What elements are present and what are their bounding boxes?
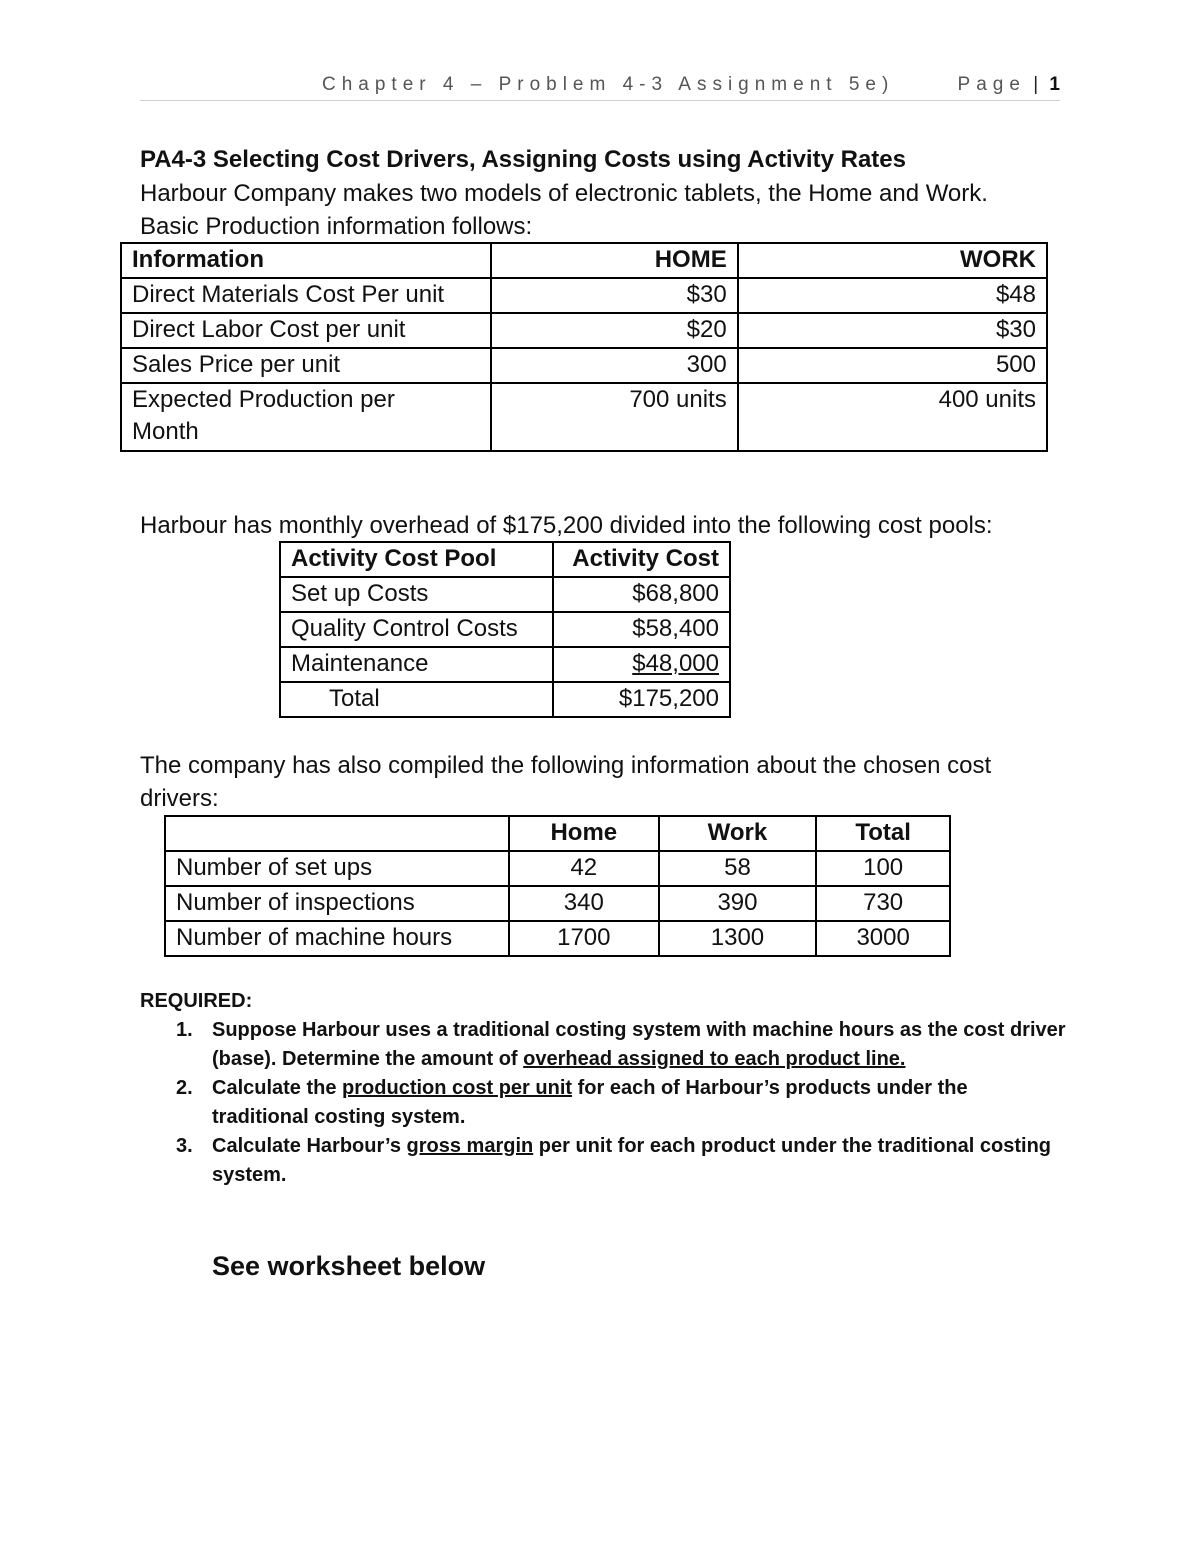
drivers-intro-line2: drivers:: [140, 785, 219, 812]
table-header-row: [280, 542, 730, 577]
table-header-cell: HOME: [491, 243, 737, 278]
list-number: 1.: [176, 1019, 193, 1041]
table-header-cell: Total: [816, 816, 950, 851]
table-cell: $20: [491, 313, 737, 348]
table-cell: 300: [491, 348, 737, 383]
table-header-cell: WORK: [738, 243, 1047, 278]
table-cell: Direct Labor Cost per unit: [121, 313, 491, 348]
required-label: REQUIRED:: [140, 990, 253, 1012]
table-row: [280, 682, 730, 717]
table-cell: $30: [738, 313, 1047, 348]
problem-intro-line2: Basic Production information follows:: [140, 213, 533, 240]
page-header: [140, 72, 1060, 101]
table-header-row: [165, 816, 950, 851]
table-row: [280, 647, 730, 682]
table-row: [165, 851, 950, 886]
table-cell: $175,200: [553, 682, 730, 717]
table-cell: Number of set ups: [165, 851, 509, 886]
table-cell: Sales Price per unit: [121, 348, 491, 383]
table-cell: 1300: [659, 921, 817, 956]
table-row: [121, 383, 1047, 451]
worksheet-note: See worksheet below: [212, 1251, 486, 1281]
activity-cost-pool-table: [279, 541, 731, 718]
table-row: [165, 886, 950, 921]
production-info-table: [120, 242, 1048, 452]
list-text: Suppose Harbour uses a traditional costing system with machine hours as the cost driver: [212, 1019, 1066, 1041]
table-cell: Maintenance: [280, 647, 553, 682]
table-header-cell: Information: [121, 243, 491, 278]
table-cell: 340: [509, 886, 659, 921]
table-cell: $48: [738, 278, 1047, 313]
list-item: [176, 1074, 1066, 1132]
table-cell: Set up Costs: [280, 577, 553, 612]
table-cell: 3000: [816, 921, 950, 956]
table-row: [165, 921, 950, 956]
list-text: Calculate Harbour’s: [212, 1135, 407, 1157]
table-cell: Number of inspections: [165, 886, 509, 921]
table-cell: 58: [659, 851, 817, 886]
table-cell: 700 units: [491, 383, 737, 451]
table-row: [121, 348, 1047, 383]
table-cell: Direct Materials Cost Per unit: [121, 278, 491, 313]
table-header-cell: Activity Cost Pool: [280, 542, 553, 577]
table-cell: 500: [738, 348, 1047, 383]
table-cell: Number of machine hours: [165, 921, 509, 956]
list-number: 2.: [176, 1077, 193, 1099]
table-cell: 390: [659, 886, 817, 921]
problem-intro-line1: Harbour Company makes two models of electronic tablets, the Home and Work.: [140, 180, 988, 207]
list-text: (base). Determine the amount of: [212, 1048, 524, 1070]
table-header-cell: Activity Cost: [553, 542, 730, 577]
table-cell: Quality Control Costs: [280, 612, 553, 647]
underlined-value: $48,000: [632, 650, 719, 677]
list-text: Calculate the: [212, 1077, 343, 1099]
table-cell: 730: [816, 886, 950, 921]
header-page-number: 1: [1049, 74, 1060, 95]
table-header-cell: Work: [659, 816, 817, 851]
row-label-line2: Month: [132, 418, 199, 445]
table-header-row: [121, 243, 1047, 278]
underlined-text: production cost per unit: [342, 1077, 573, 1099]
header-title: Chapter 4 – Problem 4-3 Assignment 5e): [322, 74, 895, 95]
underlined-text: overhead assigned to each product line.: [523, 1048, 906, 1070]
table-row: [280, 612, 730, 647]
table-cell: [553, 647, 730, 682]
table-cell: Total: [280, 682, 553, 717]
header-page-indicator: [958, 74, 1060, 96]
table-cell: 42: [509, 851, 659, 886]
table-cell: $30: [491, 278, 737, 313]
table-cell: 100: [816, 851, 950, 886]
required-list: [176, 1016, 1066, 1190]
table-cell: 1700: [509, 921, 659, 956]
table-header-cell: [165, 816, 509, 851]
list-text: system.: [212, 1164, 287, 1186]
problem-heading: PA4-3 Selecting Cost Drivers, Assigning Costs using Activity Rates: [140, 146, 906, 173]
list-item: [176, 1132, 1066, 1190]
table-row: [121, 313, 1047, 348]
table-row: [121, 278, 1047, 313]
underlined-text: gross margin: [406, 1135, 534, 1157]
drivers-intro-line1: The company has also compiled the following information about the chosen cost: [140, 752, 992, 779]
table-cell: $68,800: [553, 577, 730, 612]
overhead-intro: Harbour has monthly overhead of $175,200 divided into the following cost pools:: [140, 512, 993, 539]
row-label-line1: Expected Production per: [132, 386, 395, 413]
header-separator: |: [1033, 74, 1039, 95]
table-cell: $58,400: [553, 612, 730, 647]
header-page-label: Page: [957, 74, 1026, 95]
list-number: 3.: [176, 1135, 193, 1157]
list-text: traditional costing system.: [212, 1106, 466, 1128]
table-row: [280, 577, 730, 612]
list-text: for each of Harbour’s products under the: [572, 1077, 968, 1099]
table-cell: 400 units: [738, 383, 1047, 451]
cost-drivers-table: [164, 815, 951, 957]
list-text: per unit for each product under the traditional costing: [533, 1135, 1052, 1157]
list-item: [176, 1016, 1066, 1074]
table-header-cell: Home: [509, 816, 659, 851]
table-cell: [121, 383, 491, 451]
